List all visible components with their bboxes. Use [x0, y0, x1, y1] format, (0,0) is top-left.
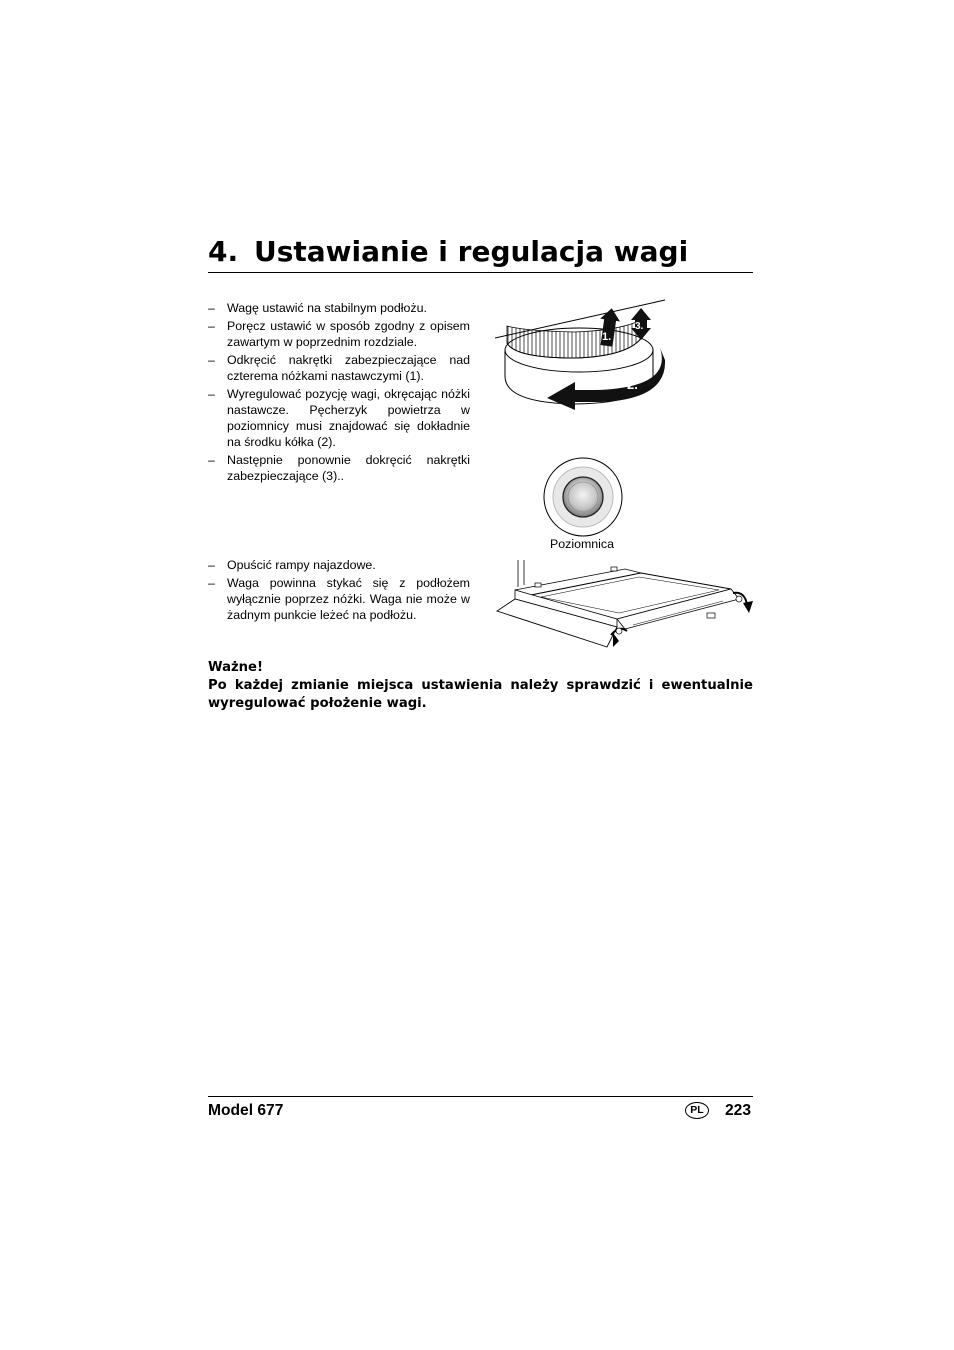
model-name: Model 677 — [208, 1102, 284, 1119]
marker-3: 3. — [635, 321, 644, 332]
list-item: – Wagę ustawić na stabilnym podłożu. — [208, 300, 470, 316]
instruction-list-ramps — [208, 557, 470, 625]
important-label: Ważne! — [208, 660, 263, 675]
page-number: 223 — [724, 1102, 751, 1119]
important-text: Po każdej zmianie miejsca ustawienia należy sprawdzić i ewentualnie wyregulować położenie wagi. — [208, 678, 753, 711]
section-title: Ustawianie i regulacja wagi — [254, 235, 689, 268]
section-number: 4. — [208, 235, 239, 268]
list-item: – Odkręcić nakrętki zabezpieczające nad czterema nóżkami nastawczymi (1). — [208, 352, 470, 384]
marker-1: 1. — [602, 331, 612, 343]
instruction-list-setup — [208, 300, 470, 486]
spirit-level-caption: Poziomnica — [549, 537, 615, 551]
list-item: – Waga powinna stykać się z podłożem wyłącznie poprzez nóżki. Waga nie może w żadnym punkcie leżeć na podłożu. — [208, 575, 470, 623]
marker-2: 2. — [627, 377, 638, 392]
list-item: – Następnie ponownie dokręcić nakrętki zabezpieczające (3).. — [208, 452, 470, 484]
page-footer — [208, 1096, 753, 1127]
list-item: – Poręcz ustawić w sposób zgodny z opisem zawartym w poprzednim rozdziale. — [208, 318, 470, 350]
scale-platform-with-ramps-illustration — [493, 555, 753, 655]
list-item: – Opuścić rampy najazdowe. — [208, 557, 470, 573]
language-badge: PL — [685, 1102, 709, 1119]
important-note — [208, 659, 753, 713]
list-item: – Wyregulować pozycję wagi, okręcając nóżki nastawcze. Pęcherzyk powietrza w poziomnicy musi znajdować się dokładnie na środku kółka (2). — [208, 386, 470, 450]
section-heading — [208, 232, 753, 273]
spirit-level-icon — [540, 456, 626, 540]
foot-adjustment-illustration — [495, 298, 675, 413]
